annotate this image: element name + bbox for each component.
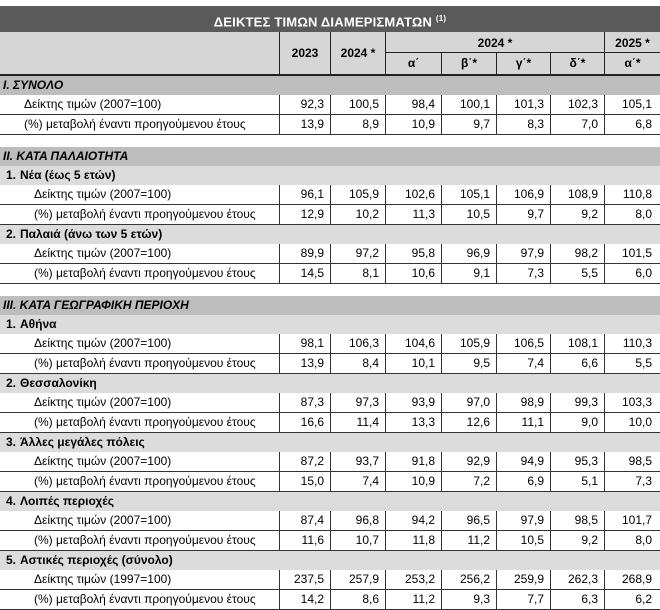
section-title: II. ΚΑΤΑ ΠΑΛΑΙΟΤΗΤΑ	[0, 147, 660, 166]
cell-value: 87,4	[300, 513, 324, 527]
row-label: Δείκτης τιμών (2007=100)	[24, 97, 162, 111]
column-divider	[496, 472, 497, 491]
subsection-title	[0, 225, 660, 244]
cell-value: 10,5	[466, 207, 490, 221]
column-divider	[279, 115, 280, 134]
cell-value: 98,1	[300, 336, 324, 350]
table-row	[0, 413, 660, 433]
column-divider	[441, 472, 442, 491]
subsection-number: 2.	[6, 376, 17, 390]
column-divider	[550, 264, 551, 283]
cell-value: 13,9	[300, 356, 324, 370]
cell-value: 100,5	[348, 97, 379, 111]
cell-value: 257,9	[348, 572, 379, 586]
column-divider	[496, 264, 497, 283]
cell-value: 7,7	[527, 592, 544, 606]
column-divider	[385, 452, 386, 471]
column-divider	[279, 452, 280, 471]
table-row	[0, 472, 660, 492]
table-row	[0, 185, 660, 205]
cell-value: 237,5	[293, 572, 324, 586]
subsection-label: Παλαιά (άνω των 5 ετών)	[20, 227, 163, 241]
column-divider	[496, 531, 497, 550]
cell-value: 13,3	[411, 415, 435, 429]
cell-value: 89,9	[300, 246, 324, 260]
row-label: (%) μεταβολή έναντι προηγούμενου έτους	[34, 207, 256, 221]
column-divider	[385, 570, 386, 589]
cell-value: 108,1	[567, 336, 598, 350]
cell-value: 6,6	[581, 356, 598, 370]
column-divider	[550, 590, 551, 609]
column-divider	[604, 244, 605, 263]
cell-value: 9,2	[581, 207, 598, 221]
cell-value: 5,1	[581, 474, 598, 488]
column-divider	[550, 244, 551, 263]
subsection-label: Νέα (έως 5 ετών)	[20, 168, 116, 182]
header-q3: γ΄*	[515, 56, 532, 70]
table-row	[0, 393, 660, 413]
cell-value: 98,2	[574, 246, 598, 260]
column-divider	[330, 570, 331, 589]
cell-value: 15,0	[300, 474, 324, 488]
column-divider	[385, 205, 386, 224]
column-divider	[604, 393, 605, 412]
column-divider	[279, 334, 280, 353]
column-divider	[604, 570, 605, 589]
cell-value: 10,2	[355, 207, 379, 221]
column-divider	[385, 590, 386, 609]
subsection-label: Αστικές περιοχές (σύνολο)	[20, 553, 173, 567]
subsection-title	[0, 374, 660, 393]
column-divider	[604, 185, 605, 204]
column-divider	[604, 205, 605, 224]
row-label: Δείκτης τιμών (2007=100)	[34, 513, 172, 527]
title-footnote: (1)	[435, 14, 447, 23]
column-divider	[496, 590, 497, 609]
column-divider	[496, 413, 497, 432]
cell-value: 95,8	[411, 246, 435, 260]
column-divider	[441, 205, 442, 224]
column-divider	[279, 205, 280, 224]
section-title: III. ΚΑΤΑ ΓΕΩΓΡΑΦΙΚΗ ΠΕΡΙΟΧΗ	[0, 296, 660, 315]
cell-value: 259,9	[513, 572, 544, 586]
column-divider	[330, 205, 331, 224]
column-divider	[496, 452, 497, 471]
cell-value: 11,2	[412, 592, 435, 606]
subsection-number: 5.	[6, 553, 17, 567]
table-row	[0, 354, 660, 374]
column-divider	[279, 244, 280, 263]
cell-value: 11,1	[521, 415, 544, 429]
subsection-title	[0, 166, 660, 185]
column-divider	[385, 95, 386, 114]
cell-value: 8,0	[635, 207, 652, 221]
table-row	[0, 590, 660, 610]
column-divider	[385, 244, 386, 263]
cell-value: 7,4	[527, 356, 544, 370]
column-divider	[550, 205, 551, 224]
cell-value: 11,4	[356, 415, 379, 429]
column-divider	[441, 590, 442, 609]
column-divider	[385, 264, 386, 283]
column-divider	[496, 95, 497, 114]
column-divider	[279, 511, 280, 530]
column-divider	[441, 95, 442, 114]
column-divider	[330, 393, 331, 412]
table-row	[0, 531, 660, 551]
cell-value: 105,9	[348, 187, 379, 201]
cell-value: 11,2	[467, 533, 490, 547]
column-divider	[279, 570, 280, 589]
row-label: (%) μεταβολή έναντι προηγούμενου έτους	[34, 415, 256, 429]
column-divider	[496, 185, 497, 204]
subsection-label: Θεσσαλονίκη	[20, 376, 97, 390]
column-divider	[330, 185, 331, 204]
cell-value: 7,3	[527, 266, 544, 280]
column-divider	[550, 413, 551, 432]
column-divider	[604, 590, 605, 609]
header-divider	[385, 52, 604, 53]
subsection-label: Αθήνα	[20, 317, 57, 331]
cell-value: 9,7	[473, 117, 490, 131]
column-divider	[330, 452, 331, 471]
column-divider	[604, 511, 605, 530]
subsection-number: 2.	[6, 227, 17, 241]
column-divider	[279, 95, 280, 114]
row-label: Δείκτης τιμών (2007=100)	[34, 395, 172, 409]
cell-value: 94,9	[520, 454, 544, 468]
column-divider	[441, 511, 442, 530]
title-text: ΔΕΙΚΤΕΣ ΤΙΜΩΝ ΔΙΑΜΕΡΙΣΜΑΤΩΝ	[213, 14, 433, 30]
column-divider	[279, 413, 280, 432]
subsection-title	[0, 315, 660, 334]
cell-value: 104,6	[404, 336, 435, 350]
column-divider	[330, 115, 331, 134]
cell-value: 268,9	[621, 572, 652, 586]
cell-value: 105,1	[621, 97, 652, 111]
column-divider	[330, 334, 331, 353]
column-divider	[279, 590, 280, 609]
spacer-row	[0, 135, 660, 147]
column-divider	[441, 570, 442, 589]
table-body	[0, 76, 660, 610]
cell-value: 106,3	[348, 336, 379, 350]
subsection-number: 4.	[6, 494, 17, 508]
cell-value: 102,3	[567, 97, 598, 111]
spacer-row	[0, 284, 660, 296]
column-divider	[550, 185, 551, 204]
column-divider	[279, 393, 280, 412]
row-label: Δείκτης τιμών (2007=100)	[34, 246, 172, 260]
row-label: (%) μεταβολή έναντι προηγούμενου έτους	[34, 533, 256, 547]
column-divider	[330, 590, 331, 609]
header-q1: α΄	[407, 56, 420, 70]
table-row	[0, 95, 660, 115]
cell-value: 105,1	[459, 187, 490, 201]
cell-value: 9,1	[473, 266, 490, 280]
column-divider	[604, 413, 605, 432]
column-divider	[496, 393, 497, 412]
cell-value: 97,9	[520, 246, 544, 260]
column-divider	[385, 354, 386, 373]
column-divider	[604, 264, 605, 283]
cell-value: 97,3	[355, 395, 379, 409]
column-divider	[441, 413, 442, 432]
cell-value: 12,6	[466, 415, 490, 429]
cell-value: 6,3	[581, 592, 598, 606]
column-divider	[330, 413, 331, 432]
cell-value: 100,1	[459, 97, 490, 111]
cell-value: 9,7	[527, 207, 544, 221]
cell-value: 7,3	[635, 474, 652, 488]
column-divider	[550, 452, 551, 471]
row-label: Δείκτης τιμών (2007=100)	[34, 454, 172, 468]
cell-value: 7,0	[581, 117, 598, 131]
cell-value: 12,9	[300, 207, 324, 221]
cell-value: 7,2	[473, 474, 490, 488]
table-header	[0, 32, 660, 76]
subsection-number: 1.	[6, 168, 17, 182]
subsection-title	[0, 551, 660, 570]
cell-value: 10,6	[411, 266, 435, 280]
column-divider	[385, 115, 386, 134]
cell-value: 92,9	[466, 454, 490, 468]
cell-value: 9,0	[581, 415, 598, 429]
cell-value: 8,0	[635, 533, 652, 547]
column-divider	[496, 205, 497, 224]
row-label: Δείκτης τιμών (1997=100)	[34, 572, 172, 586]
header-group-2025: 2025 *	[615, 36, 650, 50]
cell-value: 5,5	[635, 356, 652, 370]
cell-value: 11,6	[301, 533, 324, 547]
cell-value: 11,3	[412, 207, 435, 221]
column-divider	[441, 334, 442, 353]
cell-value: 101,7	[621, 513, 652, 527]
column-divider	[441, 115, 442, 134]
cell-value: 6,0	[635, 266, 652, 280]
column-divider	[496, 244, 497, 263]
header-2024: 2024 *	[340, 46, 376, 60]
section-title: I. ΣΥΝΟΛΟ	[0, 76, 660, 95]
cell-value: 5,5	[581, 266, 598, 280]
cell-value: 10,9	[411, 117, 435, 131]
cell-value: 96,1	[300, 187, 324, 201]
column-divider	[385, 334, 386, 353]
cell-value: 105,9	[459, 336, 490, 350]
column-divider	[279, 264, 280, 283]
table-row	[0, 115, 660, 135]
cell-value: 11,8	[412, 533, 435, 547]
cell-value: 99,3	[574, 395, 598, 409]
cell-value: 8,6	[362, 592, 379, 606]
column-divider	[441, 185, 442, 204]
column-divider	[496, 511, 497, 530]
cell-value: 16,6	[300, 415, 324, 429]
cell-value: 10,7	[355, 533, 379, 547]
cell-value: 96,5	[466, 513, 490, 527]
cell-value: 97,2	[355, 246, 379, 260]
cell-value: 96,9	[466, 246, 490, 260]
cell-value: 9,3	[473, 592, 490, 606]
column-divider	[279, 472, 280, 491]
cell-value: 14,2	[300, 592, 324, 606]
table-row	[0, 244, 660, 264]
column-divider	[496, 570, 497, 589]
cell-value: 14,5	[300, 266, 324, 280]
column-divider	[604, 472, 605, 491]
column-divider	[496, 354, 497, 373]
cell-value: 93,9	[411, 395, 435, 409]
column-divider	[550, 531, 551, 550]
column-divider	[550, 570, 551, 589]
subsection-label: Λοιπές περιοχές	[20, 494, 114, 508]
cell-value: 6,8	[635, 117, 652, 131]
table-row	[0, 452, 660, 472]
column-divider	[441, 531, 442, 550]
cell-value: 93,7	[355, 454, 379, 468]
cell-value: 10,5	[520, 533, 544, 547]
column-divider	[385, 531, 386, 550]
column-divider	[441, 354, 442, 373]
column-divider	[441, 452, 442, 471]
column-divider	[550, 95, 551, 114]
column-divider	[385, 413, 386, 432]
row-label: (%) μεταβολή έναντι προηγούμενου έτους	[34, 356, 256, 370]
cell-value: 6,2	[635, 592, 652, 606]
column-divider	[550, 393, 551, 412]
column-divider	[441, 244, 442, 263]
column-divider	[385, 185, 386, 204]
cell-value: 108,9	[567, 187, 598, 201]
cell-value: 10,1	[411, 356, 435, 370]
cell-value: 98,4	[411, 97, 435, 111]
header-q4: δ΄*	[569, 56, 586, 70]
cell-value: 98,5	[628, 454, 652, 468]
column-divider	[385, 472, 386, 491]
column-divider	[550, 511, 551, 530]
cell-value: 8,9	[362, 117, 379, 131]
table-row	[0, 334, 660, 354]
column-divider	[604, 531, 605, 550]
column-divider	[441, 393, 442, 412]
header-2023: 2023	[291, 46, 319, 60]
header-divider	[604, 52, 660, 53]
cell-value: 92,3	[300, 97, 324, 111]
row-label: (%) μεταβολή έναντι προηγούμενου έτους	[34, 592, 256, 606]
cell-value: 87,3	[300, 395, 324, 409]
cell-value: 110,8	[622, 187, 652, 201]
column-divider	[385, 511, 386, 530]
cell-value: 262,3	[567, 572, 598, 586]
column-divider	[604, 334, 605, 353]
cell-value: 8,1	[362, 266, 379, 280]
cell-value: 101,5	[621, 246, 652, 260]
row-label: (%) μεταβολή έναντι προηγούμενου έτους	[34, 266, 256, 280]
table-row	[0, 205, 660, 225]
row-label: (%) μεταβολή έναντι προηγούμενου έτους	[24, 117, 246, 131]
column-divider	[330, 244, 331, 263]
table-row	[0, 511, 660, 531]
column-divider	[330, 354, 331, 373]
cell-value: 95,3	[574, 454, 598, 468]
column-divider	[330, 511, 331, 530]
cell-value: 97,0	[466, 395, 490, 409]
column-divider	[496, 115, 497, 134]
column-divider	[279, 354, 280, 373]
column-divider	[279, 531, 280, 550]
cell-value: 97,9	[520, 513, 544, 527]
subsection-label: Άλλες μεγάλες πόλεις	[20, 435, 145, 449]
cell-value: 7,4	[362, 474, 379, 488]
cell-value: 96,8	[355, 513, 379, 527]
column-divider	[330, 472, 331, 491]
header-q2: β΄*	[461, 56, 477, 70]
column-divider	[604, 452, 605, 471]
table-title	[0, 6, 660, 32]
column-divider	[550, 115, 551, 134]
column-divider	[496, 334, 497, 353]
subsection-title	[0, 492, 660, 511]
cell-value: 253,2	[404, 572, 435, 586]
cell-value: 102,6	[404, 187, 435, 201]
cell-value: 87,2	[300, 454, 324, 468]
column-divider	[604, 95, 605, 114]
header-q1-2025: α΄*	[624, 56, 641, 70]
subsection-title	[0, 433, 660, 452]
cell-value: 91,8	[411, 454, 435, 468]
cell-value: 8,4	[362, 356, 379, 370]
column-divider	[604, 354, 605, 373]
cell-value: 103,3	[621, 395, 652, 409]
column-divider	[550, 472, 551, 491]
cell-value: 110,3	[622, 336, 652, 350]
cell-value: 98,9	[520, 395, 544, 409]
cell-value: 106,9	[513, 187, 544, 201]
column-divider	[604, 115, 605, 134]
header-group-2024: 2024 *	[477, 36, 513, 50]
cell-value: 256,2	[459, 572, 490, 586]
column-divider	[550, 334, 551, 353]
column-divider	[385, 393, 386, 412]
row-label: (%) μεταβολή έναντι προηγούμενου έτους	[34, 474, 256, 488]
cell-value: 10,0	[628, 415, 652, 429]
table-row	[0, 264, 660, 284]
column-divider	[330, 95, 331, 114]
subsection-number: 3.	[6, 435, 17, 449]
cell-value: 94,2	[411, 513, 435, 527]
column-divider	[279, 185, 280, 204]
cell-value: 106,5	[513, 336, 544, 350]
column-divider	[330, 264, 331, 283]
cell-value: 101,3	[513, 97, 544, 111]
subsection-number: 1.	[6, 317, 17, 331]
cell-value: 13,9	[300, 117, 324, 131]
column-divider	[330, 531, 331, 550]
row-label: Δείκτης τιμών (2007=100)	[34, 187, 172, 201]
cell-value: 6,9	[527, 474, 544, 488]
cell-value: 9,2	[581, 533, 598, 547]
cell-value: 9,5	[473, 356, 490, 370]
cell-value: 10,9	[411, 474, 435, 488]
cell-value: 8,3	[527, 117, 544, 131]
column-divider	[441, 264, 442, 283]
column-divider	[550, 354, 551, 373]
row-label: Δείκτης τιμών (2007=100)	[34, 336, 172, 350]
cell-value: 98,5	[574, 513, 598, 527]
table-row	[0, 570, 660, 590]
